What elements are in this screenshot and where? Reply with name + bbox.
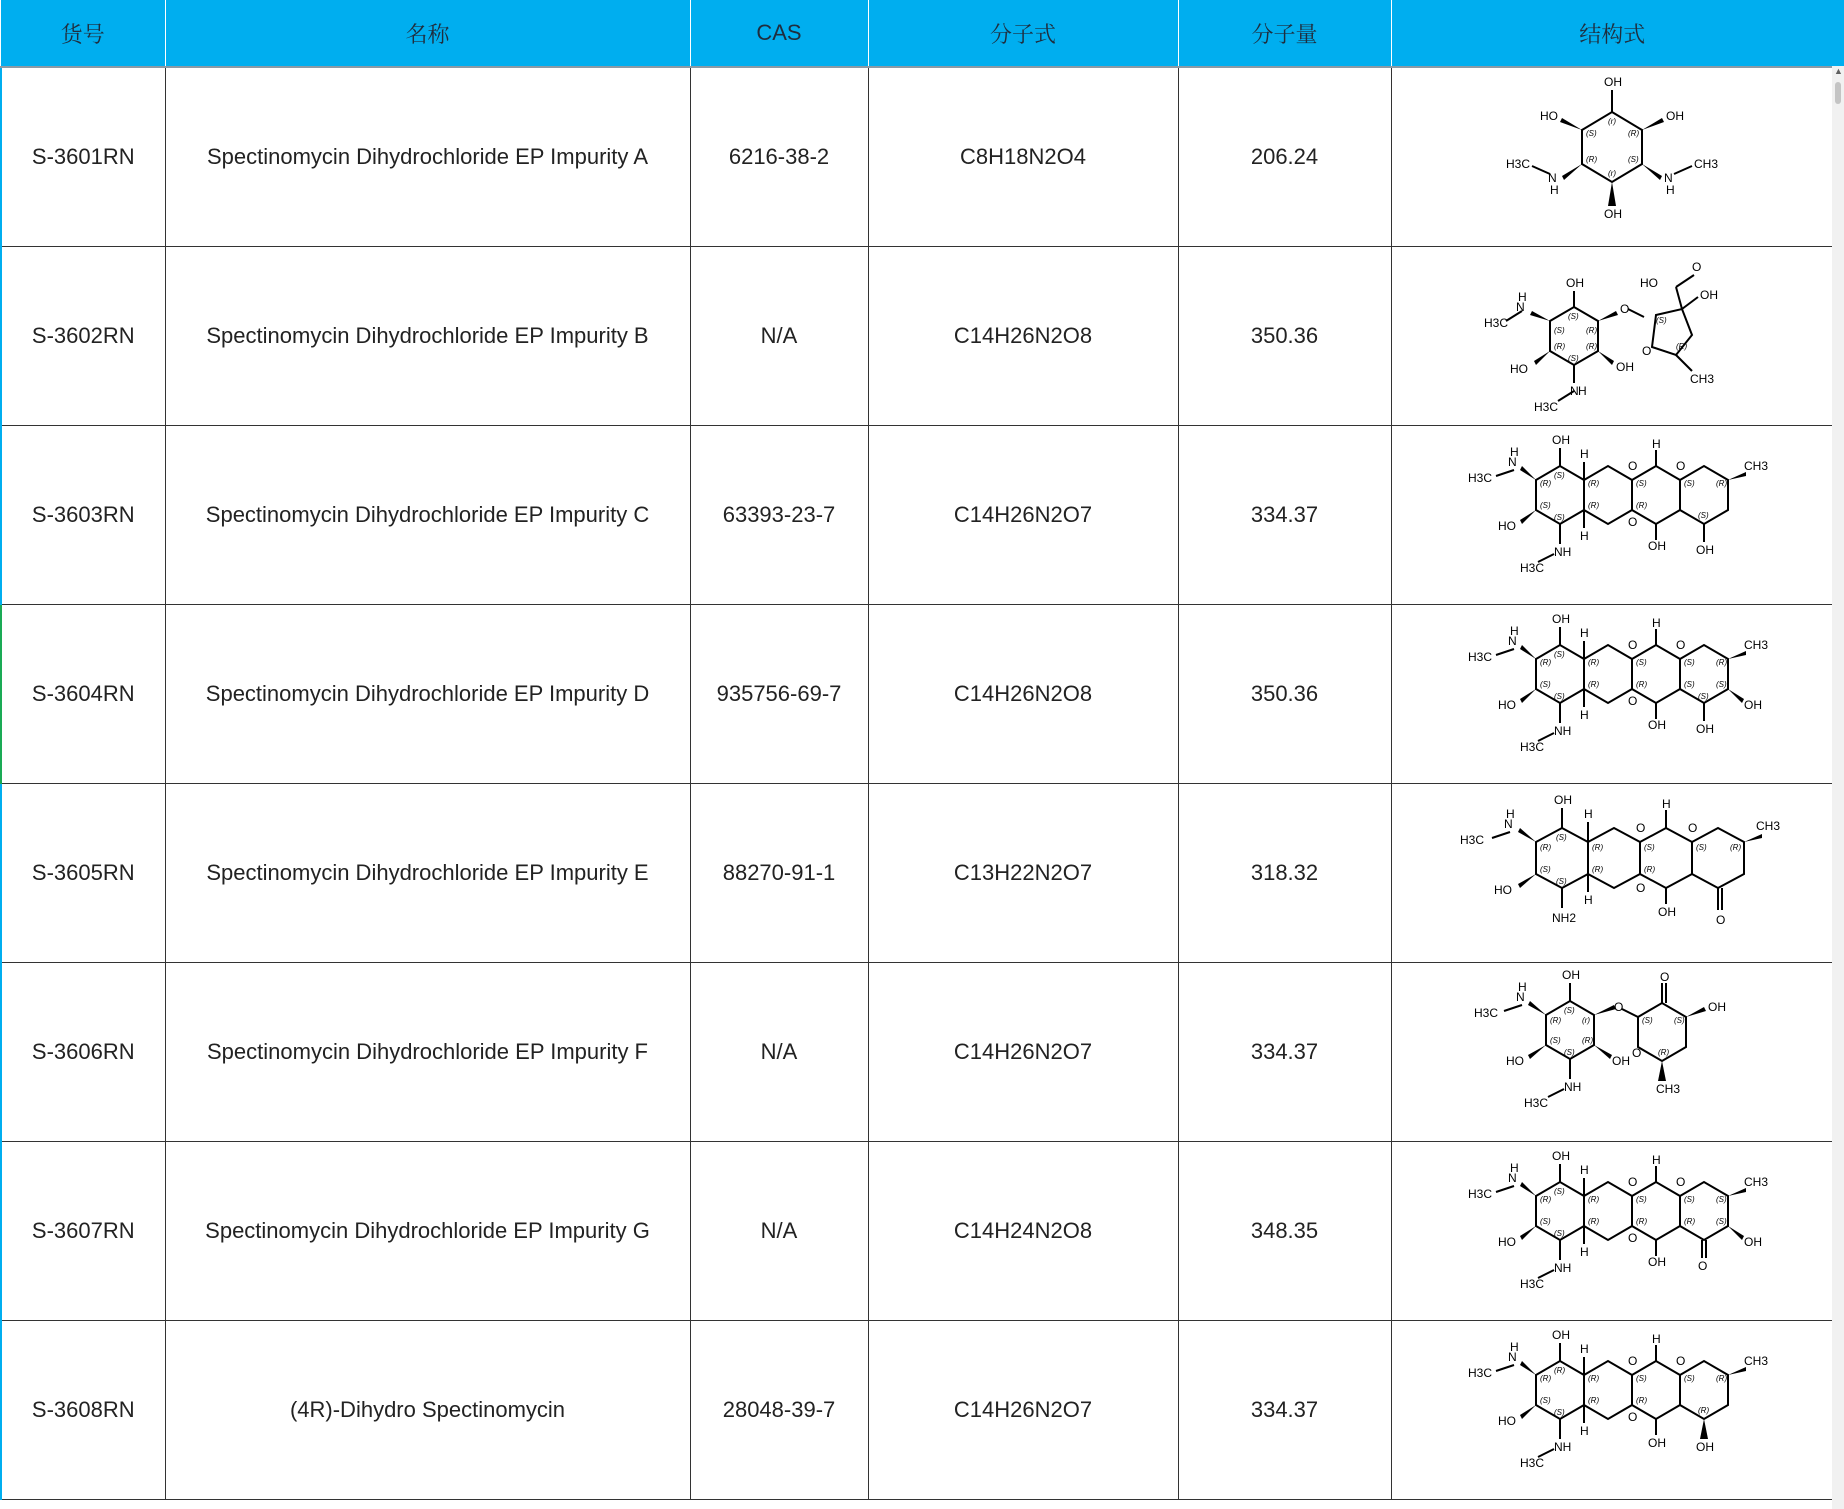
header-formula[interactable]: 分子式	[868, 0, 1178, 67]
name-cell: Spectinomycin Dihydrochloride EP Impurity C	[165, 426, 690, 605]
structure-cell	[1391, 1321, 1833, 1500]
stereo-label: (R)	[1586, 155, 1598, 164]
structure-g-icon	[1462, 1146, 1769, 1316]
stereo-label: (S)	[1568, 312, 1579, 321]
atom-label: OH	[1612, 1054, 1630, 1068]
stereo-label: (R)	[1588, 680, 1600, 689]
atom-label: OH	[1708, 1000, 1726, 1014]
stereo-label: (S)	[1554, 1229, 1565, 1238]
atom-label: O	[1636, 821, 1646, 835]
atom-label: H3C	[1520, 740, 1545, 754]
formula-cell: C14H24N2O8	[868, 1142, 1178, 1321]
cas-cell: 88270-91-1	[690, 784, 868, 963]
atom-label: H	[1510, 445, 1519, 459]
structure-c-icon	[1462, 430, 1769, 600]
structure-d-icon	[1462, 609, 1769, 779]
stereo-label: (r)	[1608, 169, 1616, 178]
structure-cell	[1391, 605, 1833, 784]
table-row[interactable]	[1, 1321, 1833, 1500]
atom-label: CH3	[1656, 1082, 1681, 1096]
atom-label: H	[1662, 797, 1671, 811]
atom-label: N	[1516, 990, 1525, 1004]
atom-label: CH3	[1744, 1354, 1769, 1368]
atom-label: O	[1688, 821, 1698, 835]
atom-label: H3C	[1524, 1096, 1549, 1110]
atom-label: H	[1652, 1153, 1661, 1167]
stereo-label: (R)	[1554, 1366, 1566, 1375]
stereo-label: (R)	[1636, 1396, 1648, 1405]
mw-cell: 334.37	[1178, 426, 1391, 605]
atom-label: O	[1676, 459, 1686, 473]
atom-label: H	[1580, 529, 1589, 543]
mw-cell: 334.37	[1178, 1321, 1391, 1500]
mw-cell: 350.36	[1178, 247, 1391, 426]
table-row[interactable]	[1, 1142, 1833, 1321]
atom-label: N	[1504, 817, 1513, 831]
stereo-label: (S)	[1554, 1187, 1565, 1196]
atom-label: O	[1628, 515, 1638, 529]
atom-label: O	[1676, 1354, 1686, 1368]
sku-cell: S-3602RN	[1, 247, 165, 426]
stereo-label: (R)	[1658, 1048, 1670, 1057]
atom-label: HO	[1498, 1414, 1516, 1428]
stereo-label: (R)	[1540, 843, 1552, 852]
stereo-label: (R)	[1586, 326, 1598, 335]
stereo-label: (R)	[1588, 1195, 1600, 1204]
atom-label: O	[1698, 1259, 1708, 1273]
stereo-label: (S)	[1586, 129, 1597, 138]
formula-cell: C14H26N2O7	[868, 963, 1178, 1142]
table-row[interactable]	[1, 426, 1833, 605]
stereo-label: (R)	[1684, 1217, 1696, 1226]
stereo-label: (S)	[1540, 1217, 1551, 1226]
atom-label: H3C	[1468, 650, 1493, 664]
atom-label: N	[1516, 300, 1525, 314]
cas-cell: N/A	[690, 963, 868, 1142]
atom-label: OH	[1666, 109, 1684, 123]
stereo-label: (R)	[1588, 479, 1600, 488]
formula-cell: C8H18N2O4	[868, 67, 1178, 247]
atom-label: H3C	[1460, 833, 1485, 847]
mw-cell: 350.36	[1178, 605, 1391, 784]
stereo-label: (S)	[1698, 692, 1709, 701]
atom-label: CH3	[1744, 459, 1769, 473]
stereo-label: (S)	[1684, 1195, 1695, 1204]
formula-cell: C14H26N2O7	[868, 1321, 1178, 1500]
atom-label: N	[1508, 634, 1517, 648]
structure-cell	[1391, 784, 1833, 963]
atom-label: NH	[1564, 1080, 1582, 1094]
atom-label: H	[1580, 1245, 1589, 1259]
atom-label: H3C	[1520, 1456, 1545, 1470]
stereo-label: (S)	[1556, 833, 1567, 842]
stereo-label: (S)	[1716, 680, 1727, 689]
stereo-label: (R)	[1730, 843, 1742, 852]
stereo-label: (R)	[1592, 843, 1604, 852]
atom-label: H	[1580, 447, 1589, 461]
atom-label: H	[1518, 290, 1527, 304]
stereo-label: (R)	[1636, 680, 1648, 689]
structure-cell	[1391, 1142, 1833, 1321]
atom-label: NH2	[1552, 911, 1577, 925]
stereo-label: (S)	[1716, 1217, 1727, 1226]
atom-label: H3C	[1506, 157, 1531, 171]
cas-cell: 28048-39-7	[690, 1321, 868, 1500]
stereo-label: (r)	[1608, 117, 1616, 126]
atom-label: H	[1580, 1163, 1589, 1177]
atom-label: N	[1508, 1171, 1517, 1185]
atom-label: N	[1548, 171, 1557, 185]
mw-cell: 348.35	[1178, 1142, 1391, 1321]
sku-cell: S-3607RN	[1, 1142, 165, 1321]
formula-cell: C14H26N2O8	[868, 605, 1178, 784]
atom-label: N	[1508, 1350, 1517, 1364]
atom-label: OH	[1700, 288, 1718, 302]
stereo-label: (S)	[1554, 471, 1565, 480]
atom-label: H3C	[1520, 1277, 1545, 1291]
atom-label: HO	[1494, 883, 1512, 897]
atom-label: O	[1636, 881, 1646, 895]
atom-label: H	[1652, 437, 1661, 451]
atom-label: HO	[1640, 276, 1658, 290]
stereo-label: (S)	[1554, 692, 1565, 701]
name-cell: Spectinomycin Dihydrochloride EP Impurity D	[165, 605, 690, 784]
stereo-label: (S)	[1674, 1016, 1685, 1025]
name-cell: Spectinomycin Dihydrochloride EP Impurity A	[165, 67, 690, 247]
name-cell: Spectinomycin Dihydrochloride EP Impurity F	[165, 963, 690, 1142]
stereo-label: (R)	[1588, 1396, 1600, 1405]
atom-label: H	[1578, 384, 1587, 398]
atom-label: CH3	[1756, 819, 1781, 833]
stereo-label: (R)	[1588, 501, 1600, 510]
stereo-label: (R)	[1716, 658, 1728, 667]
atom-label: H	[1580, 708, 1589, 722]
table-row[interactable]	[1, 67, 1833, 247]
atom-label: H	[1584, 893, 1593, 907]
structure-f-icon	[1462, 967, 1762, 1137]
sku-cell: S-3604RN	[1, 605, 165, 784]
structure-cell	[1391, 247, 1833, 426]
stereo-label: (R)	[1698, 1406, 1710, 1415]
scrollbar-thumb[interactable]	[1835, 82, 1841, 104]
structure-b-icon	[1482, 251, 1742, 421]
atom-label: OH	[1648, 1436, 1666, 1450]
stereo-label: (R)	[1636, 501, 1648, 510]
stereo-label: (S)	[1684, 1374, 1695, 1383]
table-row[interactable]	[1, 963, 1833, 1142]
atom-label: OH	[1604, 207, 1622, 221]
atom-label: OH	[1604, 75, 1622, 89]
atom-label: H3C	[1468, 471, 1493, 485]
atom-label: CH3	[1690, 372, 1715, 386]
atom-label: H3C	[1484, 316, 1509, 330]
stereo-label: (S)	[1684, 479, 1695, 488]
stereo-label: (S)	[1554, 513, 1565, 522]
atom-label: O	[1620, 302, 1630, 316]
stereo-label: (R)	[1588, 1374, 1600, 1383]
table-row[interactable]	[1, 605, 1833, 784]
stereo-label: (S)	[1642, 1016, 1653, 1025]
atom-label: O	[1692, 260, 1702, 274]
atom-label: HO	[1498, 1235, 1516, 1249]
stereo-label: (S)	[1684, 680, 1695, 689]
atom-label: H	[1652, 616, 1661, 630]
stereo-label: (S)	[1554, 326, 1565, 335]
stereo-label: (S)	[1540, 865, 1551, 874]
stereo-label: (R)	[1582, 1036, 1594, 1045]
atom-label: H	[1550, 183, 1559, 197]
atom-label: OH	[1658, 905, 1676, 919]
atom-label: NH	[1554, 1261, 1572, 1275]
formula-cell: C13H22N2O7	[868, 784, 1178, 963]
stereo-label: (R)	[1586, 342, 1598, 351]
stereo-label: (S)	[1636, 1374, 1647, 1383]
stereo-label: (R)	[1592, 865, 1604, 874]
stereo-label: (S)	[1636, 479, 1647, 488]
atom-label: H	[1584, 807, 1593, 821]
name-cell: Spectinomycin Dihydrochloride EP Impurity G	[165, 1142, 690, 1321]
stereo-label: (S)	[1696, 843, 1707, 852]
atom-label: CH3	[1744, 638, 1769, 652]
header-cas[interactable]: CAS	[690, 0, 868, 67]
atom-label: CH3	[1744, 1175, 1769, 1189]
atom-label: H	[1580, 1342, 1589, 1356]
stereo-label: (R)	[1716, 479, 1728, 488]
atom-label: OH	[1554, 793, 1572, 807]
name-cell: (4R)-Dihydro Spectinomycin	[165, 1321, 690, 1500]
sku-cell: S-3601RN	[1, 67, 165, 247]
sku-cell: S-3606RN	[1, 963, 165, 1142]
stereo-label: (R)	[1588, 1217, 1600, 1226]
structure-a-icon	[1492, 72, 1732, 242]
formula-cell: C14H26N2O7	[868, 426, 1178, 605]
table-row[interactable]	[1, 247, 1833, 426]
stereo-label: (R)	[1588, 658, 1600, 667]
atom-label: H3C	[1534, 400, 1559, 414]
atom-label: H	[1518, 980, 1527, 994]
atom-label: OH	[1552, 1149, 1570, 1163]
atom-label: OH	[1696, 1440, 1714, 1454]
atom-label: OH	[1648, 1255, 1666, 1269]
formula-cell: C14H26N2O8	[868, 247, 1178, 426]
atom-label: HO	[1540, 109, 1558, 123]
atom-label: HO	[1510, 362, 1528, 376]
stereo-label: (S)	[1564, 1048, 1575, 1057]
atom-label: OH	[1696, 543, 1714, 557]
stereo-label: (S)	[1684, 658, 1695, 667]
atom-label: H	[1580, 1424, 1589, 1438]
atom-label: N	[1570, 384, 1579, 398]
atom-label: N	[1664, 171, 1673, 185]
stereo-label: (S)	[1540, 501, 1551, 510]
cas-cell: 6216-38-2	[690, 67, 868, 247]
atom-label: NH	[1554, 724, 1572, 738]
structure-cell	[1391, 963, 1833, 1142]
stereo-label: (R)	[1540, 1195, 1552, 1204]
stereo-label: (R)	[1644, 865, 1656, 874]
stereo-label: (S)	[1550, 1036, 1561, 1045]
stereo-label: (R)	[1540, 479, 1552, 488]
structure-h-icon	[1462, 1325, 1769, 1495]
atom-label: O	[1676, 638, 1686, 652]
atom-label: OH	[1648, 539, 1666, 553]
atom-label: HO	[1498, 698, 1516, 712]
atom-label: H3C	[1474, 1006, 1499, 1020]
header-structure[interactable]: 结构式	[1391, 0, 1833, 67]
header-sku[interactable]: 货号	[1, 0, 165, 67]
atom-label: OH	[1744, 698, 1762, 712]
stereo-label: (R)	[1554, 342, 1566, 351]
atom-label: H3C	[1520, 561, 1545, 575]
header-corner	[1832, 0, 1844, 66]
stereo-label: (S)	[1554, 1408, 1565, 1417]
cas-cell: 935756-69-7	[690, 605, 868, 784]
stereo-label: (S)	[1556, 877, 1567, 886]
stereo-label: (S)	[1540, 1396, 1551, 1405]
atom-label: O	[1660, 970, 1670, 984]
cas-cell: 63393-23-7	[690, 426, 868, 605]
atom-label: H	[1506, 807, 1515, 821]
stereo-label: (S)	[1628, 155, 1639, 164]
atom-label: OH	[1696, 722, 1714, 736]
structure-cell	[1391, 426, 1833, 605]
stereo-label: (R)	[1628, 129, 1640, 138]
cas-cell: N/A	[690, 1142, 868, 1321]
stereo-label: (S)	[1568, 354, 1579, 363]
atom-label: OH	[1562, 968, 1580, 982]
header-mw[interactable]: 分子量	[1178, 0, 1391, 67]
atom-label: OH	[1566, 276, 1584, 290]
atom-label: H	[1666, 183, 1675, 197]
stereo-label: (R)	[1636, 1217, 1648, 1226]
stereo-label: (S)	[1540, 680, 1551, 689]
atom-label: O	[1632, 1046, 1642, 1060]
stereo-label: (S)	[1716, 1195, 1727, 1204]
atom-label: O	[1642, 344, 1652, 358]
atom-label: H3C	[1468, 1366, 1493, 1380]
atom-label: N	[1508, 455, 1517, 469]
atom-label: O	[1716, 913, 1726, 927]
atom-label: O	[1628, 1175, 1638, 1189]
atom-label: O	[1676, 1175, 1686, 1189]
atom-label: CH3	[1694, 157, 1719, 171]
structure-cell	[1391, 67, 1833, 247]
atom-label: H	[1510, 1340, 1519, 1354]
sku-cell: S-3608RN	[1, 1321, 165, 1500]
atom-label: NH	[1554, 545, 1572, 559]
atom-label: HO	[1498, 519, 1516, 533]
mw-cell: 318.32	[1178, 784, 1391, 963]
atom-label: OH	[1744, 1235, 1762, 1249]
atom-label: O	[1614, 1000, 1624, 1014]
atom-label: H	[1510, 624, 1519, 638]
header-name[interactable]: 名称	[165, 0, 690, 67]
atom-label: O	[1628, 694, 1638, 708]
sku-cell: S-3605RN	[1, 784, 165, 963]
structure-e-icon	[1452, 788, 1781, 958]
atom-label: H3C	[1468, 1187, 1493, 1201]
cas-cell: N/A	[690, 247, 868, 426]
table-row[interactable]	[1, 784, 1833, 963]
atom-label: O	[1628, 1231, 1638, 1245]
stereo-label: (S)	[1554, 650, 1565, 659]
sku-cell: S-3603RN	[1, 426, 165, 605]
atom-label: OH	[1616, 360, 1634, 374]
table-header-row	[1, 0, 1833, 67]
stereo-label: (R)	[1716, 1374, 1728, 1383]
stereo-label: (R)	[1540, 658, 1552, 667]
atom-label: NH	[1554, 1440, 1572, 1454]
mw-cell: 334.37	[1178, 963, 1391, 1142]
stereo-label: (S)	[1698, 511, 1709, 520]
atom-label: OH	[1552, 1328, 1570, 1342]
atom-label: O	[1628, 638, 1638, 652]
atom-label: HO	[1506, 1054, 1524, 1068]
atom-label: O	[1628, 459, 1638, 473]
scroll-up-arrow-icon[interactable]: ▲	[1834, 66, 1843, 76]
name-cell: Spectinomycin Dihydrochloride EP Impurity E	[165, 784, 690, 963]
atom-label: O	[1628, 1410, 1638, 1424]
stereo-label: (S)	[1636, 1195, 1647, 1204]
atom-label: H	[1580, 626, 1589, 640]
stereo-label: (R)	[1676, 342, 1688, 351]
stereo-label: (r)	[1582, 1016, 1590, 1025]
atom-label: OH	[1552, 612, 1570, 626]
vertical-scrollbar[interactable]	[1832, 66, 1844, 1509]
atom-label: H	[1510, 1161, 1519, 1175]
atom-label: H	[1652, 1332, 1661, 1346]
atom-label: OH	[1648, 718, 1666, 732]
atom-label: O	[1628, 1354, 1638, 1368]
stereo-label: (R)	[1540, 1374, 1552, 1383]
stereo-label: (R)	[1550, 1016, 1562, 1025]
stereo-label: (S)	[1636, 658, 1647, 667]
name-cell: Spectinomycin Dihydrochloride EP Impurity B	[165, 247, 690, 426]
stereo-label: (S)	[1644, 843, 1655, 852]
atom-label: OH	[1552, 433, 1570, 447]
mw-cell: 206.24	[1178, 67, 1391, 247]
stereo-label: (S)	[1564, 1006, 1575, 1015]
stereo-label: (S)	[1656, 316, 1667, 325]
